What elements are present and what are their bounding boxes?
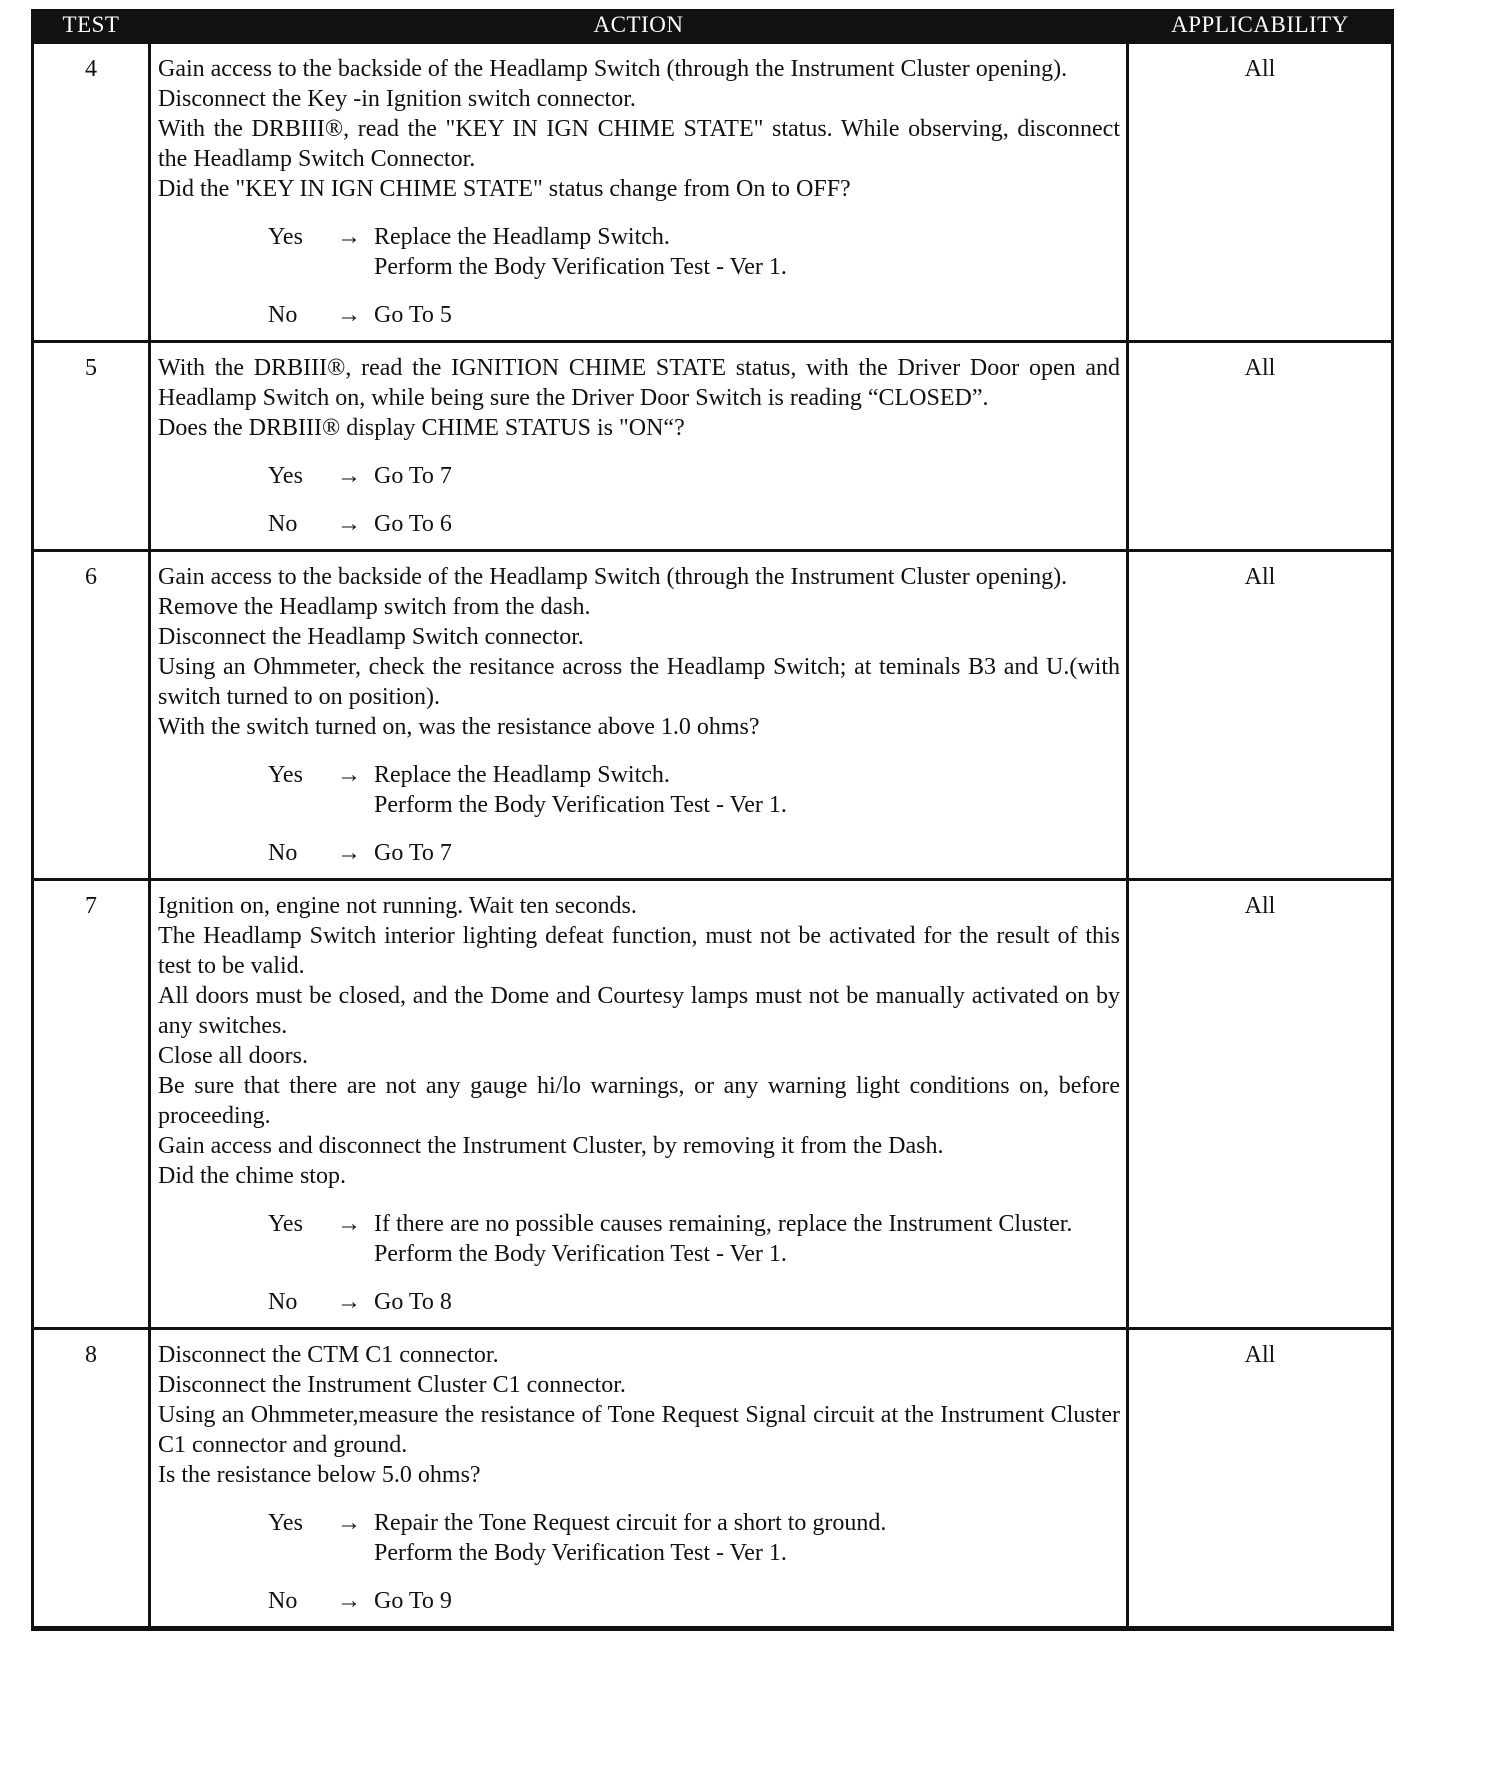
yes-label: Yes xyxy=(268,1510,303,1536)
no-result xyxy=(374,838,1120,868)
test-table xyxy=(31,9,1394,1631)
yes-result-line: Replace the Headlamp Switch. xyxy=(374,762,670,788)
action-line: Remove the Headlamp switch from the dash. xyxy=(158,594,591,620)
no-option xyxy=(268,1586,1120,1616)
action-cell xyxy=(150,43,1128,342)
yes-label: Yes xyxy=(268,762,303,788)
arrow-icon: → xyxy=(337,1289,361,1315)
header-action: ACTION xyxy=(150,9,1128,43)
action-line: Disconnect the CTM C1 connector. xyxy=(158,1342,499,1368)
yes-result xyxy=(374,760,1120,820)
yes-result xyxy=(374,222,1120,282)
action-line: All doors must be closed, and the Dome and Courtesy lamps must not be manually activated on by any switches. xyxy=(158,983,1120,1039)
no-result xyxy=(374,300,1120,330)
no-result-line: Go To 7 xyxy=(374,840,452,866)
action-line: Gain access to the backside of the Headlamp Switch (through the Instrument Cluster opening). xyxy=(158,564,1068,590)
action-line: Does the DRBIII® display CHIME STATUS is "ON“? xyxy=(158,415,685,441)
arrow-icon: → xyxy=(337,1211,361,1237)
no-option xyxy=(268,838,1120,868)
arrow-icon: → xyxy=(337,762,361,788)
arrow-icon: → xyxy=(337,511,361,537)
yes-result-line: Go To 7 xyxy=(374,463,452,489)
yes-result-line: If there are no possible causes remaining, replace the Instrument Cluster. xyxy=(374,1211,1073,1237)
action-line: Disconnect the Instrument Cluster C1 connector. xyxy=(158,1372,626,1398)
no-label: No xyxy=(268,1289,298,1315)
test-number: 4 xyxy=(33,43,150,342)
test-row xyxy=(33,43,1393,342)
no-option xyxy=(268,1287,1120,1317)
action-line: Disconnect the Headlamp Switch connector. xyxy=(158,624,584,650)
yes-option xyxy=(268,222,1120,282)
no-result-line: Go To 9 xyxy=(374,1588,452,1614)
arrow-icon: → xyxy=(337,224,361,250)
action-line: With the DRBIII®, read the IGNITION CHIME STATE status, with the Driver Door open and Headlamp Switch on, while being sure the Driver Door Switch is reading “CLOSED”. xyxy=(158,355,1120,411)
action-line: Did the chime stop. xyxy=(158,1163,346,1189)
yes-label: Yes xyxy=(268,1211,303,1237)
arrow-icon: → xyxy=(337,302,361,328)
yes-result-line: Replace the Headlamp Switch. xyxy=(374,224,670,250)
arrow-icon: → xyxy=(337,1510,361,1536)
no-label: No xyxy=(268,302,298,328)
table-header xyxy=(33,9,1393,43)
header-applicability: APPLICABILITY xyxy=(1128,9,1393,43)
yes-option xyxy=(268,1508,1120,1568)
test-row xyxy=(33,342,1393,551)
yes-result-line: Perform the Body Verification Test - Ver 1. xyxy=(374,1540,787,1566)
no-label: No xyxy=(268,511,298,537)
test-row xyxy=(33,880,1393,1329)
action-line: Disconnect the Key -in Ignition switch connector. xyxy=(158,86,636,112)
no-result-line: Go To 6 xyxy=(374,511,452,537)
action-line: Using an Ohmmeter, check the resitance across the Headlamp Switch; at teminals B3 and U.(with switch turned to on position). xyxy=(158,654,1120,710)
action-cell xyxy=(150,551,1128,880)
arrow-icon: → xyxy=(337,1588,361,1614)
yes-result-line: Perform the Body Verification Test - Ver 1. xyxy=(374,254,787,280)
action-line: The Headlamp Switch interior lighting defeat function, must not be activated for the result of this test to be valid. xyxy=(158,923,1120,979)
yes-result xyxy=(374,1508,1120,1568)
test-number: 8 xyxy=(33,1329,150,1629)
no-result xyxy=(374,509,1120,539)
action-line: Gain access and disconnect the Instrument Cluster, by removing it from the Dash. xyxy=(158,1133,944,1159)
action-line: Did the "KEY IN IGN CHIME STATE" status change from On to OFF? xyxy=(158,176,851,202)
yes-result-line: Perform the Body Verification Test - Ver 1. xyxy=(374,1241,787,1267)
arrow-icon: → xyxy=(337,463,361,489)
diagnostic-test-table xyxy=(31,9,1391,1631)
yes-option xyxy=(268,760,1120,820)
test-number: 7 xyxy=(33,880,150,1329)
action-line: Is the resistance below 5.0 ohms? xyxy=(158,1462,481,1488)
action-line: With the DRBIII®, read the "KEY IN IGN CHIME STATE" status. While observing, disconnect the Headlamp Switch Connector. xyxy=(158,116,1120,172)
yes-option xyxy=(268,461,1120,491)
yes-result xyxy=(374,1209,1120,1269)
action-line: Gain access to the backside of the Headlamp Switch (through the Instrument Cluster opening). xyxy=(158,56,1068,82)
test-number: 5 xyxy=(33,342,150,551)
no-result xyxy=(374,1287,1120,1317)
action-line: Be sure that there are not any gauge hi/lo warnings, or any warning light conditions on, before proceeding. xyxy=(158,1073,1120,1129)
action-cell xyxy=(150,342,1128,551)
action-cell xyxy=(150,880,1128,1329)
applicability-cell: All xyxy=(1128,43,1393,342)
no-option xyxy=(268,300,1120,330)
no-label: No xyxy=(268,840,298,866)
yes-label: Yes xyxy=(268,463,303,489)
applicability-cell: All xyxy=(1128,342,1393,551)
table-body xyxy=(33,43,1393,1629)
no-result-line: Go To 5 xyxy=(374,302,452,328)
no-result-line: Go To 8 xyxy=(374,1289,452,1315)
applicability-cell: All xyxy=(1128,1329,1393,1629)
test-number: 6 xyxy=(33,551,150,880)
action-cell xyxy=(150,1329,1128,1629)
no-result xyxy=(374,1586,1120,1616)
action-line: Ignition on, engine not running. Wait ten seconds. xyxy=(158,893,637,919)
yes-label: Yes xyxy=(268,224,303,250)
no-label: No xyxy=(268,1588,298,1614)
no-option xyxy=(268,509,1120,539)
yes-option xyxy=(268,1209,1120,1269)
action-line: Using an Ohmmeter,measure the resistance of Tone Request Signal circuit at the Instrument Cluster C1 connector and ground. xyxy=(158,1402,1120,1458)
header-test: TEST xyxy=(33,9,150,43)
action-line: With the switch turned on, was the resistance above 1.0 ohms? xyxy=(158,714,760,740)
yes-result-line: Perform the Body Verification Test - Ver 1. xyxy=(374,792,787,818)
test-row xyxy=(33,551,1393,880)
action-line: Close all doors. xyxy=(158,1043,308,1069)
yes-result xyxy=(374,461,1120,491)
applicability-cell: All xyxy=(1128,551,1393,880)
test-row xyxy=(33,1329,1393,1629)
arrow-icon: → xyxy=(337,840,361,866)
yes-result-line: Repair the Tone Request circuit for a short to ground. xyxy=(374,1510,887,1536)
applicability-cell: All xyxy=(1128,880,1393,1329)
